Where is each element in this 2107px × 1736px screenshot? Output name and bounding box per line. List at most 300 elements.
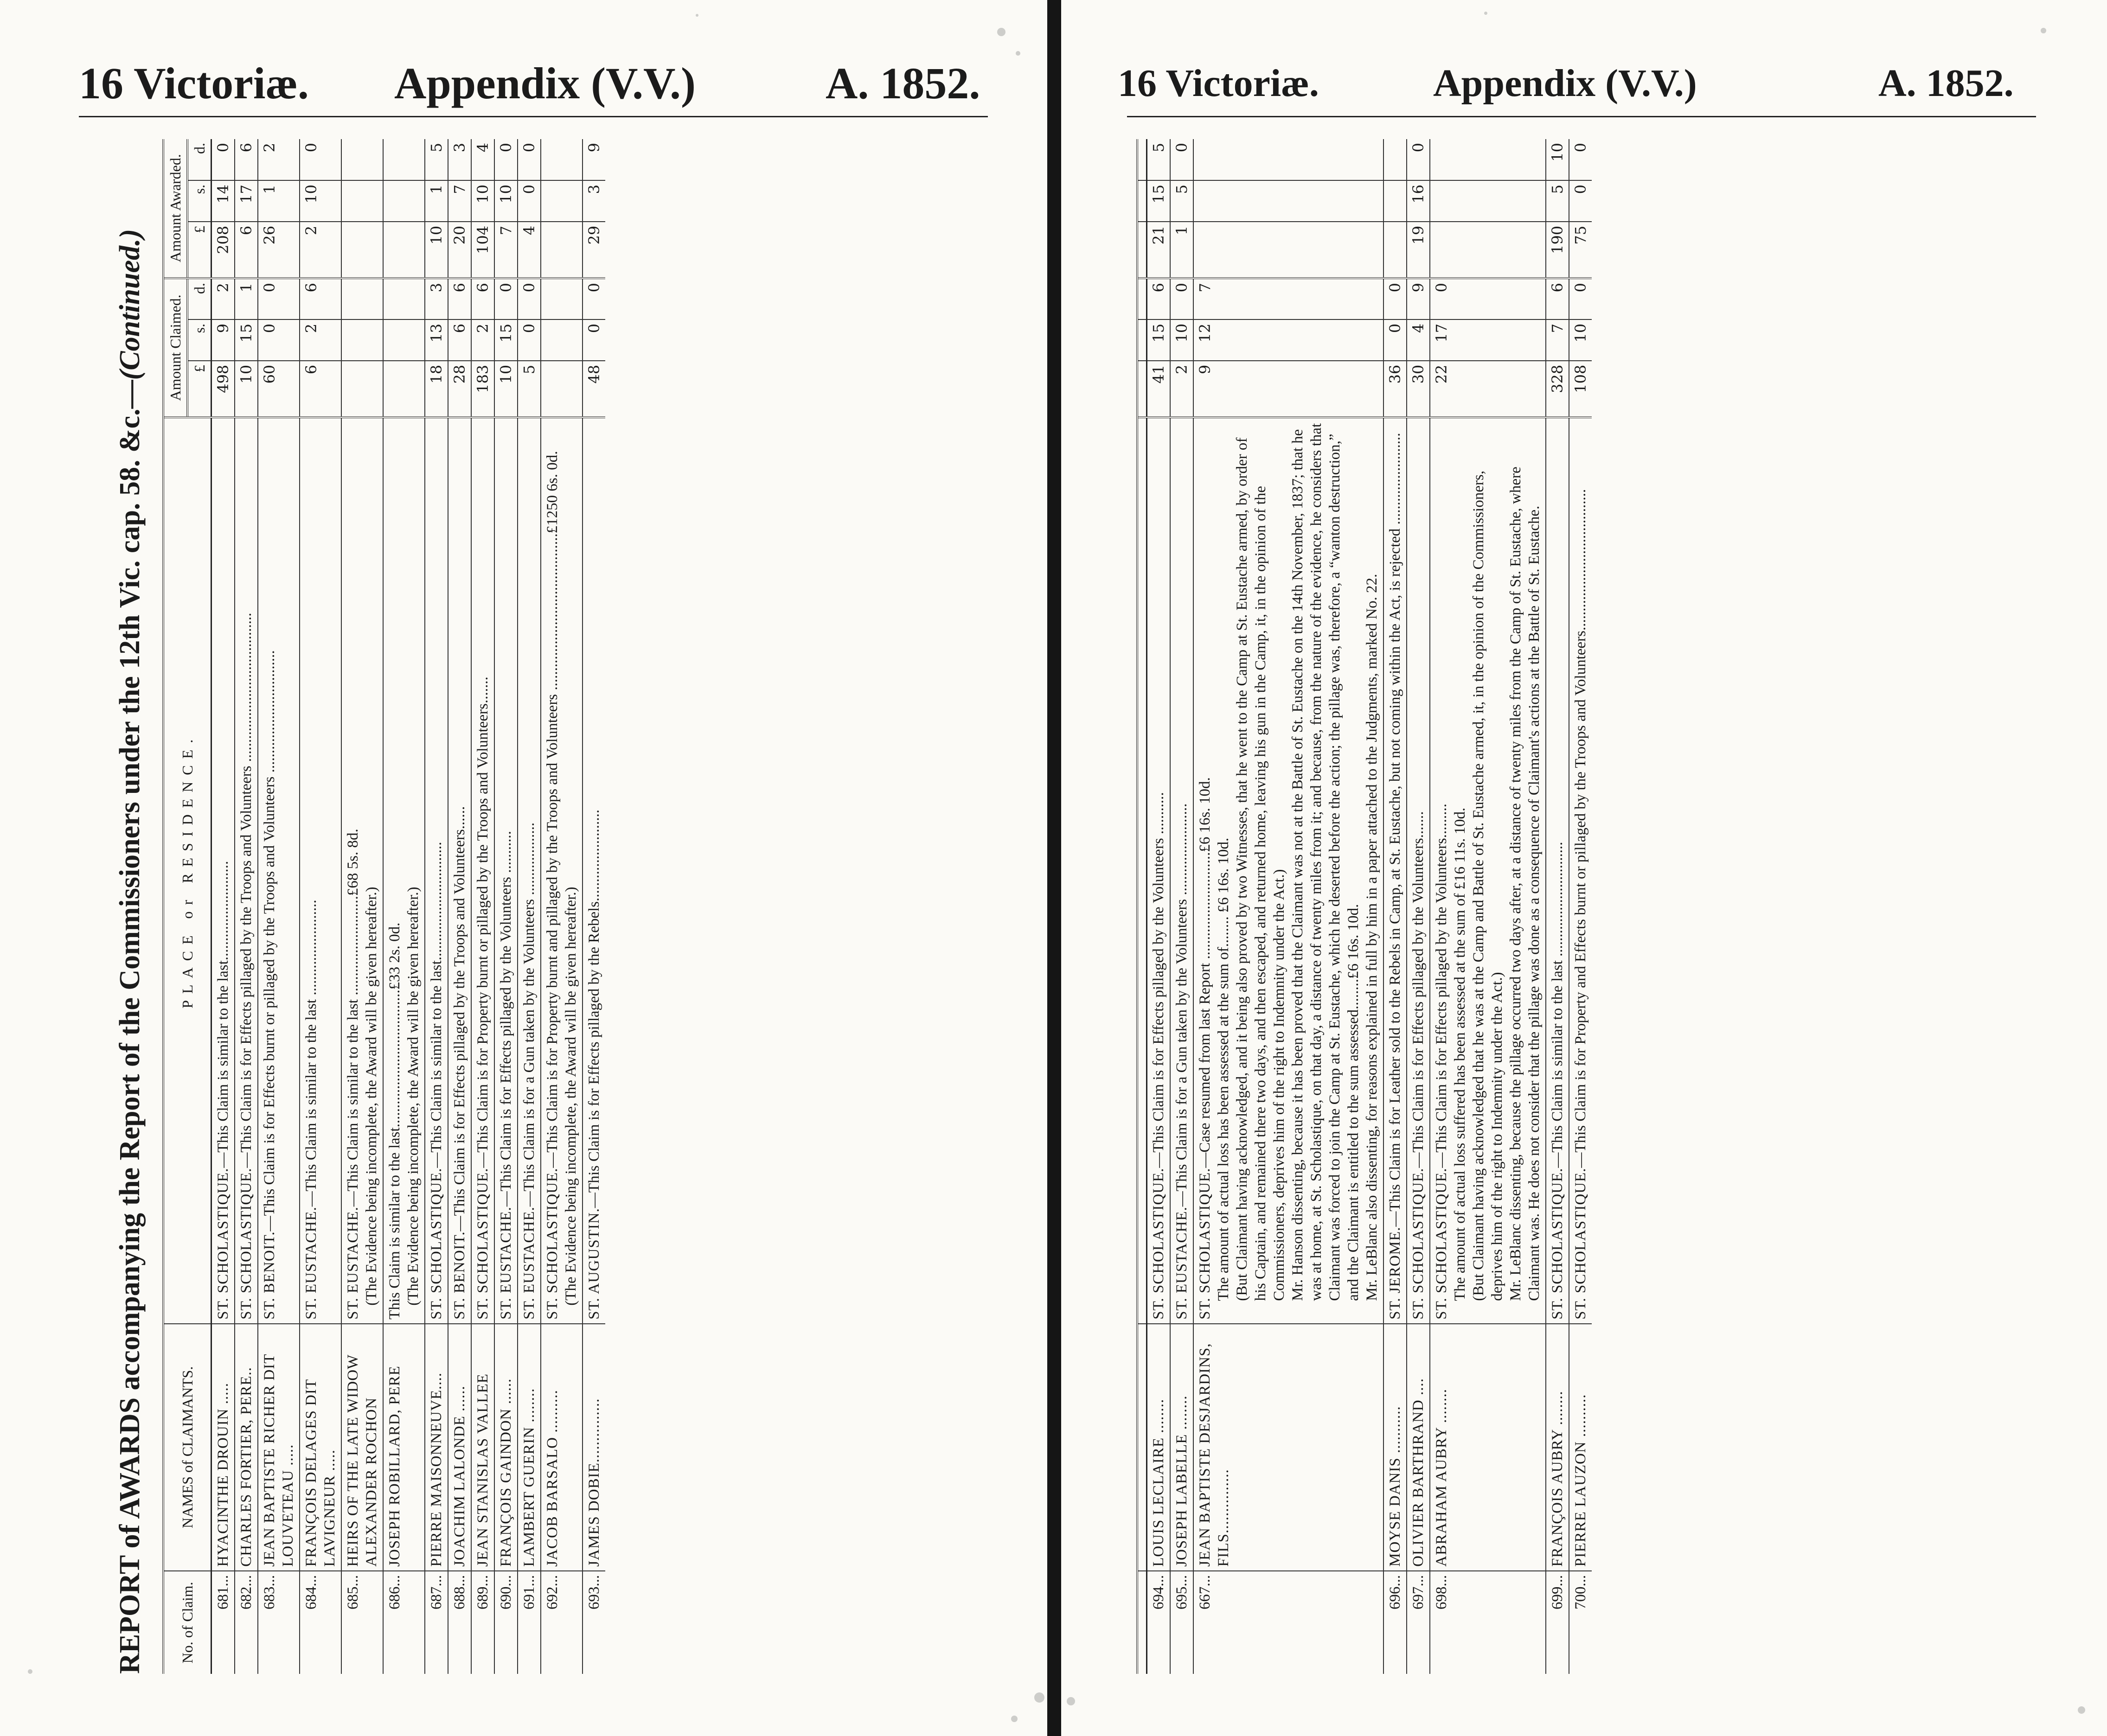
claim-number: 697... — [1407, 1571, 1430, 1674]
claim-number: 667... — [1193, 1571, 1383, 1674]
claimed-pence: 6 — [1146, 278, 1170, 319]
claim-note: (The Evidence being incomplete, the Award will be given hereafter.) — [563, 887, 579, 1306]
claim-paragraph: Mr. LeBlanc also dissenting, for reasons explained in full by him in a paper attached to the Judgments, marked No. 22. — [1363, 574, 1380, 1301]
claim-paragraph: The amount of actual loss has been assessed at the sum of........ £6 16s. 10d. — [1215, 837, 1232, 1301]
place-name: ST. AUGUSTIN. — [586, 1208, 602, 1320]
place-name: ST. EUSTACHE. — [345, 1206, 361, 1320]
claim-note: (The Evidence being incomplete, the Award will be given hereafter.) — [405, 887, 422, 1306]
place-name: ST. SCHOLASTIQUE. — [474, 1168, 491, 1320]
claim-number: 681... — [211, 1571, 235, 1674]
awarded-pence: 0 — [211, 139, 235, 180]
claim-description: —This Claim is similar to the last............................... — [428, 842, 445, 1168]
claimed-pounds: 10 — [494, 361, 518, 417]
table-row — [471, 139, 494, 1674]
claimant-name: HEIRS OF THE LATE WIDOW ALEXANDER ROCHON — [341, 1324, 383, 1571]
awarded-pounds: 4 — [518, 222, 541, 278]
awarded-pounds: 21 — [1146, 222, 1170, 278]
right-top-rule-cell — [1137, 319, 1146, 361]
awarded-pounds: 208 — [211, 222, 235, 278]
place-name: ST. SCHOLASTIQUE. — [238, 1168, 255, 1320]
left-page — [0, 0, 1034, 1736]
right-top-rule-cell — [1137, 222, 1146, 278]
place-name: ST. BENOIT. — [261, 1231, 278, 1320]
scan-speck — [2041, 28, 2046, 33]
claim-description: This Claim is similar to the last....................................£33 2s. 0d. — [386, 922, 403, 1320]
awarded-pence — [1383, 139, 1407, 180]
place-name: ST. SCHOLASTIQUE. — [1572, 1168, 1589, 1320]
claim-paragraph: Mr. LeBlanc dissenting, because the pillage occurred two days after, at a distance of twenty miles from the Camp of St. Eustache, where Claimant was. He does not consider that the pillage was done as a consequence of Claimant's actions at the Battle of St. Eustache. — [1507, 466, 1543, 1301]
claim-number: 699... — [1546, 1571, 1569, 1674]
claimed-shillings: 0 — [1383, 319, 1407, 361]
awarded-pounds: 10 — [425, 222, 448, 278]
awarded-pence: 0 — [1407, 139, 1430, 180]
claim-number: 692... — [541, 1571, 583, 1674]
awarded-pence: 9 — [583, 139, 605, 180]
place-of-residence — [1193, 417, 1383, 1324]
claimed-pence: 6 — [300, 278, 341, 319]
claim-description: —This Claim is for Property and Effects burnt or pillaged by the Troops and Volunteers..................................... — [1572, 489, 1589, 1168]
awarded-pounds: 104 — [471, 222, 494, 278]
awards-table-left — [162, 139, 605, 1674]
claimed-shillings: 2 — [471, 319, 494, 361]
awarded-pence: 5 — [1146, 139, 1170, 180]
claimed-pence — [341, 278, 383, 319]
col-awarded-pence: d. — [187, 139, 211, 180]
table-row — [235, 139, 258, 1674]
claimed-shillings — [541, 319, 583, 361]
claim-description: —This Claim is for a Gun taken by the Volunteers ........................ — [1173, 803, 1190, 1207]
claim-paragraph: The amount of actual loss suffered has been assessed at the sum of £16 11s. 10d. — [1451, 807, 1468, 1301]
header-center: Appendix (V.V.) — [1433, 62, 1697, 105]
place-of-residence — [1546, 417, 1569, 1324]
claimant-name: LAMBERT GUERIN ........ — [518, 1324, 541, 1571]
claimed-pounds: 30 — [1407, 361, 1430, 417]
awarded-pounds — [383, 222, 425, 278]
place-name: ST. SCHOLASTIQUE. — [428, 1168, 445, 1320]
claim-number: 700... — [1569, 1571, 1592, 1674]
col-header-names: NAMES of CLAIMANTS. — [163, 1324, 211, 1571]
awarded-pence: 0 — [494, 139, 518, 180]
awarded-shillings — [1193, 180, 1383, 222]
claim-description: —This Claim is for a Gun taken by the Volunteers ................... — [521, 822, 538, 1207]
claim-paragraph: (But Claimant having acknowledged that he was at the Camp and Battle of St. Eustache armed, it, in the opinion of the Commissioners, deprives him of the right to Indemnity under the Act.) — [1470, 470, 1505, 1301]
awarded-shillings: 0 — [518, 180, 541, 222]
place-name: ST. SCHOLASTIQUE. — [1433, 1168, 1450, 1320]
claimant-name: HYACINTHE DROUIN ..... — [211, 1324, 235, 1571]
claimed-pence: 6 — [471, 278, 494, 319]
claim-description: —This Claim is for Leather sold to the Rebels in Camp, at St. Eustache, but not coming within the Act, is rejected ........................ — [1386, 433, 1403, 1227]
report-title-continued: (Continued.) — [114, 229, 146, 380]
claim-description: —This Claim is similar to the last ......................... — [303, 900, 320, 1207]
claimant-name: JOSEPH ROBILLARD, PERE — [383, 1324, 425, 1571]
table-row — [1546, 139, 1569, 1674]
claim-description: —This Claim is for Property burnt and pillaged by the Troops and Volunteers .........................................£1250 6s. 0d. — [544, 451, 561, 1168]
awarded-pence: 0 — [300, 139, 341, 180]
place-name: ST. SCHOLASTIQUE. — [1409, 1168, 1427, 1320]
scan-speck — [2078, 1706, 2085, 1714]
claim-description: —This Claim is for Effects pillaged by the Troops and Volunteers ....................................... — [238, 613, 255, 1168]
place-of-residence — [494, 417, 518, 1324]
awarded-pounds: 190 — [1546, 222, 1569, 278]
place-name: ST. SCHOLASTIQUE. — [544, 1168, 561, 1320]
awarded-pounds: 75 — [1569, 222, 1592, 278]
awarded-pounds: 7 — [494, 222, 518, 278]
claim-description: —This Claim is for Effects pillaged by the Troops and Volunteers...... — [451, 806, 468, 1232]
awarded-pence: 2 — [258, 139, 300, 180]
claimed-pence: 2 — [211, 278, 235, 319]
claim-description: —This Claim is for Property burnt or pillaged by the Troops and Volunteers....... — [474, 677, 491, 1168]
awarded-pounds — [1430, 222, 1546, 278]
awarded-pounds: 19 — [1407, 222, 1430, 278]
awarded-pence: 10 — [1546, 139, 1569, 180]
claimant-name: JAMES DOBIE............... — [583, 1324, 605, 1571]
claimed-pence: 0 — [1430, 278, 1546, 319]
claim-description: —Case resumed from last Report ............................£6 16s. 10d. — [1196, 777, 1213, 1168]
table-row — [258, 139, 300, 1674]
awarded-pounds: 29 — [583, 222, 605, 278]
table-row — [341, 139, 383, 1674]
claim-number: 695... — [1170, 1571, 1193, 1674]
place-name: ST. EUSTACHE. — [498, 1206, 514, 1320]
awarded-shillings: 17 — [235, 180, 258, 222]
claimed-shillings: 0 — [583, 319, 605, 361]
right-rotated-table — [1136, 139, 1980, 1674]
claimant-name: JEAN BAPTISTE DESJARDINS, FILS............... — [1193, 1324, 1383, 1571]
claim-number: 685... — [341, 1571, 383, 1674]
place-of-residence — [541, 417, 583, 1324]
claimed-shillings: 15 — [494, 319, 518, 361]
awarded-pounds — [1383, 222, 1407, 278]
claimed-pence: 7 — [1193, 278, 1383, 319]
claimed-shillings: 2 — [300, 319, 341, 361]
awarded-shillings: 1 — [258, 180, 300, 222]
col-header-place: PLACE or RESIDENCE. — [163, 417, 211, 1324]
claimed-pence: 0 — [1383, 278, 1407, 319]
table-row — [300, 139, 341, 1674]
claim-description: —This Claim is similar to the last .............................. — [1549, 842, 1566, 1168]
claim-number: 687... — [425, 1571, 448, 1674]
claim-number: 690... — [494, 1571, 518, 1674]
claim-number: 683... — [258, 1571, 300, 1674]
header-right: A. 1852. — [826, 58, 980, 108]
claimed-pounds: 498 — [211, 361, 235, 417]
place-of-residence — [1430, 417, 1546, 1324]
claimant-name: FRANÇOIS AUBRY ........ — [1546, 1324, 1569, 1571]
right-top-rule-cell — [1137, 361, 1146, 417]
claimed-shillings: 6 — [448, 319, 471, 361]
claimed-pounds: 2 — [1170, 361, 1193, 417]
claim-number: 686... — [383, 1571, 425, 1674]
claimant-name: JOACHIM LALONDE ...... — [448, 1324, 471, 1571]
table-row — [1569, 139, 1592, 1674]
claimant-name: OLIVIER BARTHRAND .... — [1407, 1324, 1430, 1571]
awarded-pounds: 6 — [235, 222, 258, 278]
place-of-residence — [583, 417, 605, 1324]
right-top-rule-cell — [1137, 417, 1146, 1324]
awarded-shillings: 15 — [1146, 180, 1170, 222]
place-name: ST. EUSTACHE. — [1173, 1206, 1190, 1320]
claimed-pounds: 22 — [1430, 361, 1546, 417]
awarded-pence — [1193, 139, 1383, 180]
claimant-name: CHARLES FORTIER, PERE.. — [235, 1324, 258, 1571]
claimed-shillings: 0 — [518, 319, 541, 361]
awards-body-right — [1146, 139, 1592, 1674]
claimed-shillings: 13 — [425, 319, 448, 361]
claimed-pence: 6 — [448, 278, 471, 319]
claim-description: —This Claim is for Effects pillaged by the Rebels........................ — [586, 809, 602, 1208]
place-of-residence — [1170, 417, 1193, 1324]
claimed-pence: 0 — [494, 278, 518, 319]
claim-number: 694... — [1146, 1571, 1170, 1674]
awarded-pence: 6 — [235, 139, 258, 180]
claimed-pence: 0 — [583, 278, 605, 319]
claimed-shillings: 12 — [1193, 319, 1383, 361]
place-of-residence — [425, 417, 448, 1324]
awarded-pence: 4 — [471, 139, 494, 180]
awarded-shillings: 16 — [1407, 180, 1430, 222]
scan-speck — [997, 28, 1005, 36]
claimant-name: JOSEPH LABELLE ........ — [1170, 1324, 1193, 1571]
claimed-pounds: 10 — [235, 361, 258, 417]
scan-speck — [1011, 1716, 1018, 1722]
right-top-rule — [1137, 1571, 1146, 1674]
claimed-pence: 9 — [1407, 278, 1430, 319]
place-name: ST. JEROME. — [1386, 1226, 1403, 1320]
awarded-shillings: 5 — [1170, 180, 1193, 222]
awarded-pence: 0 — [1569, 139, 1592, 180]
col-header-awarded: Amount Awarded. — [163, 139, 187, 278]
claimant-name: MOYSE DANIS ........... — [1383, 1324, 1407, 1571]
claim-number: 696... — [1383, 1571, 1407, 1674]
scan-speck — [1067, 1697, 1075, 1705]
claimant-name: FRANÇOIS GAINDON ...... — [494, 1324, 518, 1571]
awarded-pounds — [341, 222, 383, 278]
awarded-pence — [1430, 139, 1546, 180]
claimant-name: JEAN BAPTISTE RICHER DIT LOUVETEAU ..... — [258, 1324, 300, 1571]
col-awarded-pound: £ — [187, 222, 211, 278]
claimed-pence: 6 — [1546, 278, 1569, 319]
place-of-residence — [518, 417, 541, 1324]
claimed-pounds: 36 — [1383, 361, 1407, 417]
table-row — [1430, 139, 1546, 1674]
col-header-claimed: Amount Claimed. — [163, 278, 187, 417]
place-name: ST. SCHOLASTIQUE. — [215, 1168, 231, 1320]
right-top-rule-cell — [1137, 1324, 1146, 1571]
claim-number: 698... — [1430, 1571, 1546, 1674]
claimant-name: ABRAHAM AUBRY ........ — [1430, 1324, 1546, 1571]
awarded-shillings — [383, 180, 425, 222]
claimant-name: LOUIS LECLAIRE ........ — [1146, 1324, 1170, 1571]
awarded-shillings: 14 — [211, 180, 235, 222]
col-awarded-shilling: s. — [187, 180, 211, 222]
awarded-shillings — [341, 180, 383, 222]
claimed-pence: 3 — [425, 278, 448, 319]
claimed-pence: 0 — [258, 278, 300, 319]
claimed-shillings: 17 — [1430, 319, 1546, 361]
claimed-pence — [541, 278, 583, 319]
claimant-name: JACOB BARSALO .......... — [541, 1324, 583, 1571]
table-row — [494, 139, 518, 1674]
claimed-shillings — [341, 319, 383, 361]
place-of-residence — [471, 417, 494, 1324]
claimed-pounds — [341, 361, 383, 417]
place-of-residence — [300, 417, 341, 1324]
claimant-name: PIERRE LAUZON .......... — [1569, 1324, 1592, 1571]
col-header-no: No. of Claim. — [163, 1571, 211, 1674]
right-top-rule-cell — [1137, 180, 1146, 222]
place-name: ST. SCHOLASTIQUE. — [1549, 1168, 1566, 1320]
claim-description: —This Claim is for Effects pillaged by the Volunteers....... — [1409, 811, 1427, 1168]
place-name: ST. SCHOLASTIQUE. — [1196, 1168, 1213, 1320]
awarded-pounds — [1193, 222, 1383, 278]
awarded-shillings: 0 — [1569, 180, 1592, 222]
claimed-shillings: 9 — [211, 319, 235, 361]
place-name: ST. EUSTACHE. — [303, 1206, 320, 1320]
table-row — [583, 139, 605, 1674]
awarded-pounds: 2 — [300, 222, 341, 278]
awarded-pence — [541, 139, 583, 180]
awards-body-left — [211, 139, 606, 1674]
scan-speck — [1016, 51, 1020, 56]
awarded-shillings: 10 — [300, 180, 341, 222]
awarded-pence: 5 — [425, 139, 448, 180]
claim-number: 693... — [583, 1571, 605, 1674]
book-spine — [1047, 0, 1061, 1736]
header-right: A. 1852. — [1878, 62, 2014, 105]
awarded-pence: 0 — [518, 139, 541, 180]
header-left: 16 Victoriæ. — [1118, 62, 1319, 105]
claim-number: 682... — [235, 1571, 258, 1674]
awards-table-right — [1136, 139, 1592, 1674]
claimed-pounds: 48 — [583, 361, 605, 417]
place-of-residence — [235, 417, 258, 1324]
place-of-residence — [1569, 417, 1592, 1324]
claimed-pounds — [383, 361, 425, 417]
table-row — [211, 139, 235, 1674]
claimed-pence: 0 — [1170, 278, 1193, 319]
claimed-pounds: 9 — [1193, 361, 1383, 417]
awarded-pounds: 26 — [258, 222, 300, 278]
place-of-residence — [383, 417, 425, 1324]
claim-description: —This Claim is for Effects pillaged by the Volunteers......... — [1433, 804, 1450, 1168]
claimed-shillings: 7 — [1546, 319, 1569, 361]
awarded-shillings: 10 — [494, 180, 518, 222]
claimed-pence: 0 — [1569, 278, 1592, 319]
place-name: ST. BENOIT. — [451, 1231, 468, 1320]
awarded-pence: 3 — [448, 139, 471, 180]
claim-description: —This Claim is similar to the last ..........................£68 5s. 8d. — [345, 829, 361, 1207]
awarded-shillings: 5 — [1546, 180, 1569, 222]
header-center: Appendix (V.V.) — [394, 58, 696, 108]
awarded-pence — [383, 139, 425, 180]
table-row — [425, 139, 448, 1674]
claim-note: (The Evidence being incomplete, the Award will be given hereafter.) — [363, 887, 380, 1306]
place-of-residence — [1407, 417, 1430, 1324]
awarded-shillings: 10 — [471, 180, 494, 222]
table-row — [541, 139, 583, 1674]
table-row — [518, 139, 541, 1674]
place-name: ST. EUSTACHE. — [521, 1206, 538, 1320]
awarded-shillings — [1383, 180, 1407, 222]
header-left: 16 Victoriæ. — [79, 58, 309, 108]
awarded-shillings — [541, 180, 583, 222]
claimed-pounds: 108 — [1569, 361, 1592, 417]
report-title-text: REPORT of AWARDS accompanying the Report of the Commissioners under the 12th Vic. cap. 58. &c. — [114, 408, 146, 1674]
table-row — [1407, 139, 1430, 1674]
claimed-pounds: 41 — [1146, 361, 1170, 417]
claim-description: —This Claim is for Effects pillaged by the Volunteers ........... — [498, 830, 514, 1207]
report-title: REPORT of AWARDS accompanying the Report of the Commissioners under the 12th Vic. cap. 58. &c.—(Continued.) — [114, 229, 146, 1674]
claimed-shillings: 15 — [1146, 319, 1170, 361]
claimed-pounds: 328 — [1546, 361, 1569, 417]
awarded-shillings — [1430, 180, 1546, 222]
claimant-name: JEAN STANISLAS VALLEE — [471, 1324, 494, 1571]
claimed-shillings: 4 — [1407, 319, 1430, 361]
awarded-pounds — [541, 222, 583, 278]
header-rule — [79, 116, 988, 117]
col-claimed-pound: £ — [187, 361, 211, 417]
scan-speck — [28, 1669, 32, 1674]
place-of-residence — [1383, 417, 1407, 1324]
claimed-pounds: 6 — [300, 361, 341, 417]
col-claimed-shilling: s. — [187, 319, 211, 361]
right-top-rule-cell — [1137, 139, 1146, 180]
awarded-shillings: 3 — [583, 180, 605, 222]
awarded-shillings: 1 — [425, 180, 448, 222]
claimed-pence: 1 — [235, 278, 258, 319]
claim-description: —This Claim is for Effects burnt or pillaged by the Troops and Volunteers ................................ — [261, 650, 278, 1232]
table-row — [1383, 139, 1407, 1674]
place-name: ST. SCHOLASTIQUE. — [1150, 1168, 1167, 1320]
col-claimed-pence: d. — [187, 278, 211, 319]
place-of-residence — [258, 417, 300, 1324]
claim-number: 684... — [300, 1571, 341, 1674]
table-row — [448, 139, 471, 1674]
scan-speck — [696, 14, 698, 17]
place-of-residence — [341, 417, 383, 1324]
place-of-residence — [448, 417, 471, 1324]
claim-description: —This Claim is for Effects pillaged by the Volunteers ........... — [1150, 792, 1167, 1168]
claimed-pounds: 18 — [425, 361, 448, 417]
claim-number: 691... — [518, 1571, 541, 1674]
claim-paragraph: (But Claimant having acknowledged, and it being also proved by two Witnesses, that he went to the Camp at St. Eustache armed, by order of his Captain, and remained there two days, and then escaped, and returned home, leaving his gun in the Camp, it, in the opinion of the Commissioners, deprives him of the right to Indemnity under the Act.) — [1233, 437, 1287, 1301]
awarded-pounds: 20 — [448, 222, 471, 278]
claim-number: 688... — [448, 1571, 471, 1674]
claimed-shillings — [383, 319, 425, 361]
right-top-rule-cell — [1137, 278, 1146, 319]
table-row — [1146, 139, 1170, 1674]
table-row — [1170, 139, 1193, 1674]
claimed-shillings: 0 — [258, 319, 300, 361]
claimed-pence: 0 — [518, 278, 541, 319]
claim-paragraph: Mr. Hanson dissenting, because it has been proved that the Claimant was not at the Battle of St. Eustache on the 14th November, 1837; that he was at home, at St. Scholastique, on that day, a distance of twenty miles from it; and because, from the nature of the evidence, he considers that Claimant was forced to join the Camp at St. Eustache, which he deserted before the action; the pillage was, therefore, a “wanton destruction,” and the Claimant is entitled to the sum assessed........£6 16s. 10d. — [1289, 423, 1362, 1301]
claimed-pounds: 183 — [471, 361, 494, 417]
claimed-shillings: 10 — [1170, 319, 1193, 361]
scan-speck — [1034, 1692, 1044, 1703]
claim-number: 689... — [471, 1571, 494, 1674]
claimed-pounds: 60 — [258, 361, 300, 417]
awarded-pence — [341, 139, 383, 180]
awarded-pounds: 1 — [1170, 222, 1193, 278]
awarded-shillings: 7 — [448, 180, 471, 222]
claimed-shillings: 15 — [235, 319, 258, 361]
claimed-pounds: 28 — [448, 361, 471, 417]
left-rotated-table — [114, 139, 983, 1674]
claim-description: —This Claim is similar to the last.......................... — [215, 861, 231, 1168]
table-row — [383, 139, 425, 1674]
awarded-pence: 0 — [1170, 139, 1193, 180]
place-of-residence — [1146, 417, 1170, 1324]
